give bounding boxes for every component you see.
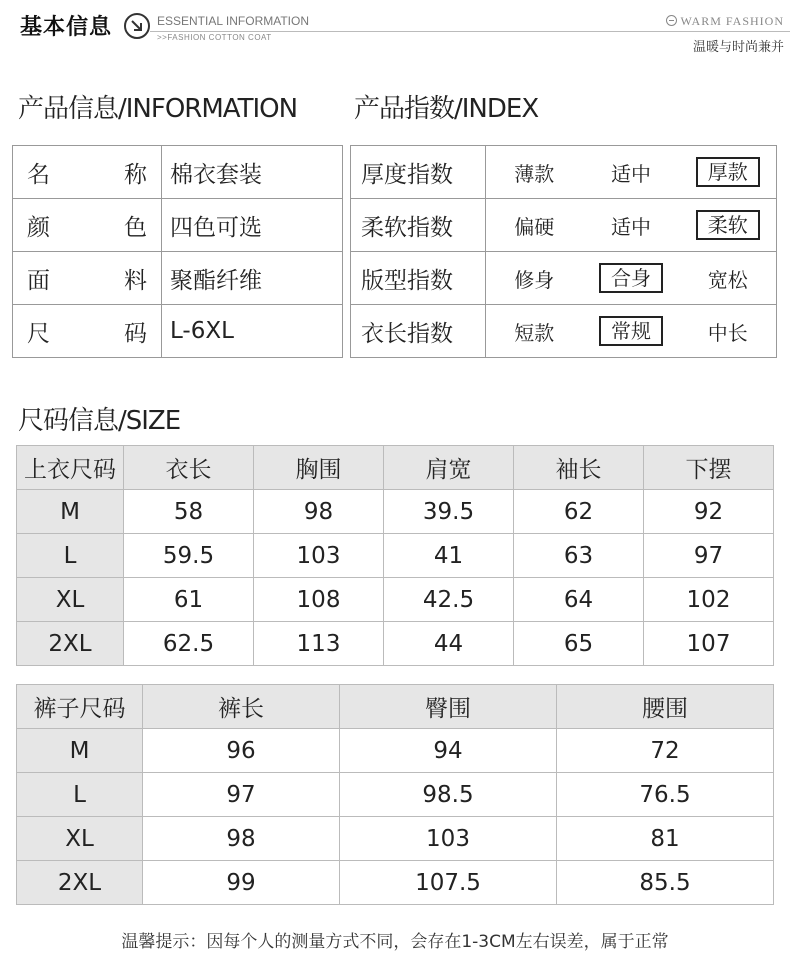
size-value-cell: 62 [514,490,644,534]
size-label-cell: L [17,773,143,817]
size-label-cell: L [17,534,124,578]
size-value-cell: 97 [644,534,774,578]
info-label: 尺码 [13,305,162,358]
size-value-cell: 103 [340,817,557,861]
size-value-cell: 62.5 [124,622,254,666]
size-value-cell: 99 [143,861,340,905]
size-value-cell: 61 [124,578,254,622]
index-option: 宽松 [707,267,748,292]
size-value-cell: 102 [644,578,774,622]
size-value-cell: 96 [143,729,340,773]
product-info-table [12,145,343,358]
index-option-cell [583,252,680,305]
size-value-cell: 63 [514,534,644,578]
index-option-cell [486,305,583,358]
header-english-title: ESSENTIAL INFORMATION [157,14,310,28]
index-option: 中长 [707,320,748,345]
brand-text: WARM FASHION [680,14,784,28]
info-value: 棉衣套装 [162,146,343,199]
index-option-selected: 合身 [599,263,663,293]
size-value-cell: 94 [340,729,557,773]
size-label-cell: 2XL [17,861,143,905]
index-label: 厚度指数 [351,146,486,199]
header-english-subtitle: >>FASHION COTTON COAT [157,33,272,42]
size-header-cell: 肩宽 [384,446,514,490]
size-value-cell: 108 [254,578,384,622]
size-header-row [17,685,774,729]
size-header-cell: 下摆 [644,446,774,490]
tip-note: 温馨提示：因每个人的测量方式不同，会存在1-3CM左右误差，属于正常 [121,932,669,952]
size-value-cell: 39.5 [384,490,514,534]
size-label-cell: XL [17,817,143,861]
index-option-selected: 厚款 [696,157,760,187]
index-option: 适中 [611,161,651,186]
index-label: 衣长指数 [351,305,486,358]
size-row [17,578,774,622]
index-option-cell [583,305,680,358]
index-option: 适中 [611,214,651,239]
size-value-cell: 98 [143,817,340,861]
header-divider [150,31,790,32]
size-label-cell: XL [17,578,124,622]
size-value-cell: 65 [514,622,644,666]
info-value: 四色可选 [162,199,343,252]
index-option-cell [680,146,777,199]
index-row [351,252,777,305]
index-option: 偏硬 [514,214,555,239]
index-option-cell [680,252,777,305]
size-label-cell: M [17,729,143,773]
size-value-cell: 98.5 [340,773,557,817]
size-value-cell: 44 [384,622,514,666]
size-value-cell: 42.5 [384,578,514,622]
size-header-cell: 裤长 [143,685,340,729]
index-option-selected: 常规 [599,316,663,346]
size-value-cell: 72 [557,729,774,773]
index-option: 薄款 [514,161,555,186]
size-value-cell: 58 [124,490,254,534]
info-label: 名称 [13,146,162,199]
index-option-cell [583,199,680,252]
size-value-cell: 113 [254,622,384,666]
index-option: 修身 [514,267,555,292]
index-option-cell [583,146,680,199]
index-option-cell [680,305,777,358]
size-header-cell: 腰围 [557,685,774,729]
size-value-cell: 103 [254,534,384,578]
index-option-cell [680,199,777,252]
size-value-cell: 64 [514,578,644,622]
index-label: 版型指数 [351,252,486,305]
product-index-table [350,145,777,358]
index-option-cell [486,146,583,199]
arrow-circle-icon [124,13,150,39]
info-section-title: 产品信息/INFORMATION [18,94,298,124]
size-header-cell: 袖长 [514,446,644,490]
info-row [13,252,343,305]
pants-size-table [16,684,774,905]
size-value-cell: 92 [644,490,774,534]
size-value-cell: 81 [557,817,774,861]
index-row [351,146,777,199]
size-value-cell: 41 [384,534,514,578]
size-label-cell: 2XL [17,622,124,666]
size-header-cell: 裤子尺码 [17,685,143,729]
info-value: L-6XL [162,305,343,358]
info-row [13,199,343,252]
size-header-cell: 胸围 [254,446,384,490]
info-label: 面料 [13,252,162,305]
size-value-cell: 97 [143,773,340,817]
size-section-title: 尺码信息/SIZE [18,406,181,436]
size-value-cell: 85.5 [557,861,774,905]
size-header-cell: 臀围 [340,685,557,729]
size-row [17,622,774,666]
minus-circle-icon [666,15,677,26]
size-value-cell: 76.5 [557,773,774,817]
index-option-cell [486,252,583,305]
size-value-cell: 59.5 [124,534,254,578]
size-value-cell: 107 [644,622,774,666]
info-row [13,146,343,199]
size-row [17,817,774,861]
size-header-cell: 衣长 [124,446,254,490]
index-row [351,305,777,358]
size-label-cell: M [17,490,124,534]
section-header-title: 基本信息 [20,15,113,40]
size-row [17,729,774,773]
brand-slogan: 温暖与时尚兼并 [692,40,784,55]
size-row [17,861,774,905]
index-section-title: 产品指数/INDEX [354,94,539,124]
size-row [17,534,774,578]
index-option-cell [486,199,583,252]
size-value-cell: 107.5 [340,861,557,905]
index-row [351,199,777,252]
info-row [13,305,343,358]
index-option: 短款 [514,320,555,345]
top-size-table [16,445,774,666]
brand-label [666,14,784,29]
size-header-row [17,446,774,490]
size-row [17,490,774,534]
size-header-cell: 上衣尺码 [17,446,124,490]
size-row [17,773,774,817]
info-label: 颜色 [13,199,162,252]
info-value: 聚酯纤维 [162,252,343,305]
size-value-cell: 98 [254,490,384,534]
index-label: 柔软指数 [351,199,486,252]
index-option-selected: 柔软 [696,210,760,240]
